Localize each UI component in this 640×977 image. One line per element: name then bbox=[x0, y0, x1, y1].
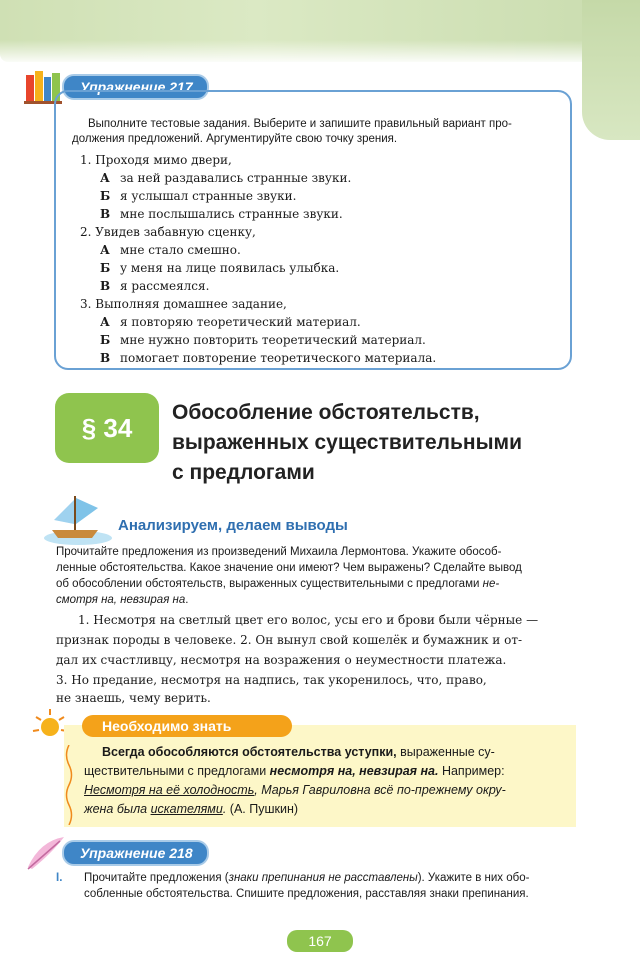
option-letter: А bbox=[100, 243, 110, 257]
option-line bbox=[100, 170, 351, 186]
sentence-line-3: дал их счастливцу, несмотря на возражения о неуместности платежа. bbox=[56, 653, 507, 667]
question-3: 3. Выполняя домашнее задание, bbox=[80, 297, 287, 311]
know-line-3-end: , Марья Гавриловна всё по-прежнему окру- bbox=[254, 783, 506, 797]
option-letter: Б bbox=[100, 333, 111, 347]
section-title-line-3: с предлогами bbox=[172, 461, 315, 484]
sentence-line-4: 3. Но предание, несмотря на надпись, так укоренилось, что, право, bbox=[56, 673, 487, 687]
exercise-218-line-1-start: Прочитайте предложения ( bbox=[84, 872, 229, 884]
exercise-217-instruction-line-1: Выполните тестовые задания. Выберите и запишите правильный вариант про- bbox=[88, 118, 512, 130]
analyze-line-4-end: . bbox=[185, 594, 189, 606]
option-text: за ней раздавались странные звуки. bbox=[120, 171, 352, 185]
know-underlined-word: искателями bbox=[150, 802, 223, 816]
question-2: 2. Увидев забавную сценку, bbox=[80, 225, 256, 239]
option-text: я рассмеялся. bbox=[120, 279, 210, 293]
exercise-217-label: Упражнение 217 bbox=[62, 74, 209, 100]
option-text: я повторяю теоретический материал. bbox=[120, 315, 361, 329]
analyze-line-4-italic: смотря на, невзирая на bbox=[56, 594, 186, 606]
know-line-4-dot: . bbox=[222, 802, 230, 816]
know-line-2-end: Например: bbox=[438, 764, 505, 778]
know-label: Необходимо знать bbox=[82, 715, 292, 737]
option-line bbox=[100, 188, 296, 204]
know-bold-1: Всегда обособляются обстоятельства уступки, bbox=[102, 745, 397, 759]
know-source: (А. Пушкин) bbox=[229, 802, 299, 816]
sentence-line-5: не знаешь, чему верить. bbox=[56, 691, 211, 705]
sentence-line-2: признак породы в человеке. 2. Он вынул свой кошелёк и бумажник и от- bbox=[56, 633, 523, 647]
sentence-line-1: 1. Несмотря на светлый цвет его волос, усы его и брови были чёрные — bbox=[78, 613, 539, 627]
analyze-line-3-text: об обособлении обстоятельств, выраженных существительными с предлогами bbox=[56, 578, 483, 590]
option-line bbox=[100, 242, 241, 258]
option-letter: А bbox=[100, 315, 110, 329]
exercise-218-label: Упражнение 218 bbox=[62, 840, 209, 866]
option-letter: В bbox=[100, 279, 111, 293]
analyze-heading: Анализируем, делаем выводы bbox=[118, 517, 348, 534]
feather-icon bbox=[22, 833, 68, 873]
know-line-4 bbox=[84, 802, 298, 818]
know-line-2 bbox=[84, 764, 505, 780]
question-1: 1. Проходя мимо двери, bbox=[80, 153, 232, 167]
section-title-line-1: Обособление обстоятельств, bbox=[172, 401, 480, 424]
know-line-3 bbox=[84, 783, 506, 799]
option-text: я услышал странные звуки. bbox=[120, 189, 297, 203]
option-line bbox=[100, 278, 209, 294]
decorative-side-banner bbox=[582, 0, 640, 140]
section-title-line-2: выраженных существительными bbox=[172, 431, 522, 454]
analyze-line-3 bbox=[56, 577, 499, 593]
section-title bbox=[172, 398, 592, 488]
exercise-218-number: I. bbox=[56, 872, 63, 884]
option-text: мне нужно повторить теоретический материал. bbox=[120, 333, 426, 347]
analyze-line-1: Прочитайте предложения из произведений Михаила Лермонтова. Укажите обособ- bbox=[56, 546, 502, 558]
option-letter: Б bbox=[100, 189, 111, 203]
exercise-218-line-2: собленные обстоятельства. Спишите предложения, расставляя знаки препинания. bbox=[84, 888, 529, 900]
ship-icon bbox=[40, 490, 116, 551]
know-line-2-start: ществительными с предлогами bbox=[84, 764, 270, 778]
know-line-1 bbox=[102, 745, 495, 761]
know-line-4-start: жена была bbox=[84, 802, 151, 816]
option-line bbox=[100, 350, 436, 366]
option-line bbox=[100, 332, 426, 348]
wavy-decor bbox=[64, 745, 74, 825]
option-text: помогает повторение теоретического материала. bbox=[120, 351, 437, 365]
section-number-badge: § 34 bbox=[55, 393, 159, 463]
exercise-218-italic: знаки препинания не расставлены bbox=[228, 872, 418, 884]
option-line bbox=[100, 314, 361, 330]
analyze-line-4 bbox=[56, 593, 188, 609]
option-letter: Б bbox=[100, 261, 111, 275]
exercise-218-line-1 bbox=[84, 871, 529, 887]
decorative-top-banner bbox=[0, 0, 640, 62]
option-text: у меня на лице появилась улыбка. bbox=[120, 261, 340, 275]
know-underlined-phrase: Несмотря на её холодность bbox=[84, 783, 255, 797]
option-line bbox=[100, 206, 343, 222]
option-text: мне стало смешно. bbox=[120, 243, 241, 257]
option-letter: В bbox=[100, 207, 111, 221]
option-line bbox=[100, 260, 339, 276]
know-bold-italic: несмотря на, невзирая на. bbox=[269, 764, 439, 778]
option-letter: В bbox=[100, 351, 111, 365]
know-line-1-end: выраженные су- bbox=[396, 745, 495, 759]
exercise-217-instruction-line-2: должения предложений. Аргументируйте свою точку зрения. bbox=[72, 133, 398, 145]
analyze-line-2: ленные обстоятельства. Какое значение они имеют? Чем выражены? Сделайте вывод bbox=[56, 562, 522, 574]
option-letter: А bbox=[100, 171, 110, 185]
exercise-218-line-1-end: ). Укажите в них обо- bbox=[417, 872, 530, 884]
page-number: 167 bbox=[287, 930, 353, 952]
option-text: мне послышались странные звуки. bbox=[120, 207, 343, 221]
analyze-line-3-italic: не- bbox=[482, 578, 500, 590]
exercise-218-header bbox=[22, 833, 209, 873]
